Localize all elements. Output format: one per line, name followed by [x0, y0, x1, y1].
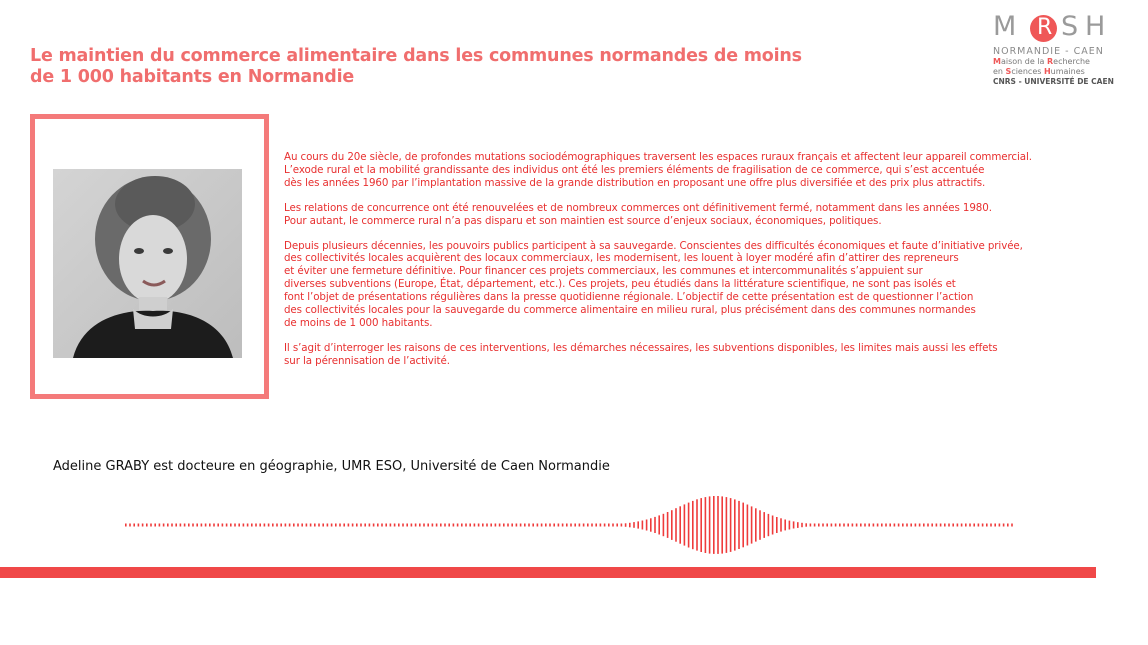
waveform-bar: [633, 522, 635, 528]
waveform-bar: [448, 524, 450, 527]
waveform-bar: [243, 524, 245, 527]
waveform-bar: [856, 524, 858, 527]
waveform-bar: [679, 506, 681, 543]
waveform-bar: [159, 524, 161, 527]
waveform-bar: [196, 524, 198, 527]
waveform-bar: [213, 524, 215, 527]
waveform-bar: [1007, 524, 1009, 527]
waveform-bar: [776, 517, 778, 533]
waveform-bar: [902, 524, 904, 527]
waveform-bar: [915, 524, 917, 527]
waveform-bar: [873, 524, 875, 527]
waveform-bar: [885, 524, 887, 527]
waveform-bar: [406, 524, 408, 527]
paragraph-3: [284, 240, 1104, 330]
waveform-bar: [982, 524, 984, 527]
waveform-bar: [789, 521, 791, 530]
waveform-bar: [478, 524, 480, 527]
waveform-bar: [524, 524, 526, 527]
waveform-bar: [860, 524, 862, 527]
waveform-bar: [591, 524, 593, 527]
logo-initial: M: [993, 57, 1001, 66]
waveform-bar: [499, 524, 501, 527]
logo-text: en: [993, 67, 1006, 76]
logo-line-2: [993, 57, 1113, 67]
logo-wordmark: [993, 12, 1113, 42]
waveform-bar: [843, 524, 845, 527]
waveform-bar: [700, 498, 702, 552]
waveform-bar: [910, 524, 912, 527]
waveform-bar: [793, 521, 795, 528]
waveform-bar: [390, 524, 392, 527]
waveform-bar: [621, 524, 623, 527]
waveform-bar: [356, 524, 358, 527]
waveform-bar: [805, 523, 807, 526]
waveform-bar: [150, 524, 152, 527]
portrait-frame: [30, 114, 269, 399]
title-line-2: de 1 000 habitants en Normandie: [30, 67, 355, 87]
text-line: Il s’agit d’interroger les raisons de ces interventions, les démarches nécessaires, les subventions disponibles, les limites mais aussi les effets: [284, 341, 998, 354]
text-line: des collectivités locales acquièrent des locaux commerciaux, les modernisent, les louent à loyer modéré afin d’attirer des repreneurs: [284, 252, 959, 265]
waveform-bar: [364, 524, 366, 527]
waveform-bar: [125, 524, 127, 527]
waveform-bar: [931, 524, 933, 527]
waveform-bar: [133, 524, 135, 527]
waveform-bar: [961, 524, 963, 527]
waveform-bar: [293, 524, 295, 527]
text-line: dès les années 1960 par l’implantation massive de la grande distribution en proposant une offre plus diversifiée et des prix plus attractifs.: [284, 176, 986, 189]
waveform-bar: [381, 524, 383, 527]
waveform-bar: [343, 524, 345, 527]
waveform-bar: [268, 524, 270, 527]
logo-letter-r: R: [1037, 15, 1055, 40]
waveform-bar: [667, 512, 669, 538]
waveform-bar: [923, 524, 925, 527]
waveform-bar: [482, 524, 484, 527]
waveform-bar: [717, 496, 719, 554]
bottom-accent-bar: [0, 567, 1096, 578]
waveform-bar: [868, 524, 870, 527]
waveform-bar: [919, 524, 921, 527]
waveform-bar: [222, 524, 224, 527]
waveform-bar: [616, 524, 618, 527]
waveform-bar: [255, 524, 257, 527]
waveform-bar: [709, 496, 711, 553]
waveform-bar: [978, 524, 980, 527]
waveform-bar: [663, 514, 665, 536]
waveform-bar: [549, 524, 551, 527]
waveform-bar: [604, 524, 606, 527]
waveform-bar: [217, 524, 219, 527]
waveform-bar: [205, 524, 207, 527]
waveform-bar: [839, 524, 841, 527]
waveform-bar: [738, 501, 740, 549]
waveform-bar: [264, 524, 266, 527]
logo-initial: R: [1046, 57, 1054, 66]
logo-text: aison de la: [1000, 57, 1047, 66]
waveform-bar: [688, 503, 690, 548]
waveform-bar: [696, 499, 698, 550]
text-line: des collectivités locales pour la sauvegarde du commerce alimentaire en milieu rural, plus précisément dans des communes normandes: [284, 304, 976, 317]
waveform-bar: [1003, 524, 1005, 527]
waveform-bar: [251, 524, 253, 527]
waveform-bar: [398, 524, 400, 527]
text-line: diverses subventions (Europe, État, département, etc.). Ces projets, peu étudiés dans la littérature scientifique, ne sont pas isolés et: [284, 278, 956, 291]
waveform-bar: [965, 524, 967, 527]
waveform-bar: [894, 524, 896, 527]
waveform-bar: [726, 497, 728, 553]
waveform-bar: [461, 524, 463, 527]
waveform-bar: [747, 505, 749, 546]
waveform-bar: [423, 524, 425, 527]
waveform-bar: [285, 524, 287, 527]
waveform-bar: [310, 524, 312, 527]
waveform-bar: [444, 524, 446, 527]
waveform-bar: [369, 524, 371, 527]
waveform-bar: [394, 524, 396, 527]
text-line: font l’objet de présentations régulières dans la presse quotidienne régionale. L’objectif de cette présentation est de questionner l’action: [284, 291, 974, 304]
waveform-bar: [465, 524, 467, 527]
waveform-bar: [562, 524, 564, 527]
waveform-bar: [642, 521, 644, 530]
waveform-bar: [146, 524, 148, 527]
waveform-bar: [402, 524, 404, 527]
waveform-bar: [784, 520, 786, 531]
waveform-bar: [818, 524, 820, 527]
waveform-bar: [129, 524, 131, 527]
waveform-bar: [835, 524, 837, 527]
waveform-bar: [780, 518, 782, 531]
portrait-photo: [53, 169, 242, 358]
waveform-bar: [503, 524, 505, 527]
waveform-bar: [650, 518, 652, 531]
logo-letter-m: M: [993, 11, 1019, 42]
waveform-bar: [801, 523, 803, 527]
waveform-bar: [772, 516, 774, 535]
waveform-bar: [306, 524, 308, 527]
waveform-bar: [553, 524, 555, 527]
waveform-bar: [348, 524, 350, 527]
text-line: sur la pérennisation de l’activité.: [284, 354, 450, 367]
page-title: [30, 46, 802, 88]
logo-letter-s: S: [1061, 11, 1081, 42]
waveform-bar: [142, 524, 144, 527]
waveform-bar: [927, 524, 929, 527]
waveform-bar: [532, 524, 534, 527]
waveform-bar: [574, 524, 576, 527]
waveform-bar: [373, 524, 375, 527]
waveform-bar: [289, 524, 291, 527]
waveform-bar: [331, 524, 333, 527]
paragraph-1: [284, 151, 1104, 190]
waveform-bar: [826, 524, 828, 527]
waveform-bar: [432, 524, 434, 527]
text-line: et éviter une fermeture définitive. Pour financer ces projets commerciaux, les communes et intercommunalités s’appuient sur: [284, 265, 923, 278]
waveform-bar: [537, 524, 539, 527]
waveform-bar: [952, 524, 954, 527]
waveform-bar: [138, 524, 140, 527]
text-line: Les relations de concurrence ont été renouvelées et de nombreux commerces ont définitivement fermé, notamment dans les années 1980.: [284, 201, 992, 214]
waveform-bar: [427, 524, 429, 527]
waveform-bar: [587, 524, 589, 527]
waveform-bar: [180, 524, 182, 527]
waveform-bar: [385, 524, 387, 527]
waveform-bar: [377, 524, 379, 527]
waveform-bar: [684, 504, 686, 545]
waveform-bar: [898, 524, 900, 527]
waveform-bar: [297, 524, 299, 527]
waveform-bar: [852, 524, 854, 527]
waveform-bar: [906, 524, 908, 527]
waveform-bar: [486, 524, 488, 527]
waveform-bar: [969, 524, 971, 527]
waveform-bar: [230, 524, 232, 527]
waveform-bar: [814, 524, 816, 527]
waveform-bar: [192, 524, 194, 527]
waveform-bar: [734, 499, 736, 550]
waveform-bar: [163, 524, 165, 527]
waveform-bar: [314, 524, 316, 527]
waveform-bar: [637, 521, 639, 528]
waveform-bar: [495, 524, 497, 527]
waveform-bar: [570, 524, 572, 527]
waveform-bar: [583, 524, 585, 527]
abstract-text: [284, 151, 1104, 380]
waveform-bar: [175, 524, 177, 527]
waveform-bar: [944, 524, 946, 527]
waveform-bar: [238, 524, 240, 527]
waveform-bar: [877, 524, 879, 527]
waveform-bar: [675, 508, 677, 542]
logo-subtitle: NORMANDIE - CAEN: [993, 46, 1104, 57]
waveform-bar: [490, 524, 492, 527]
waveform-bar: [440, 524, 442, 527]
waveform-bar: [889, 524, 891, 527]
logo-text: umaines: [1050, 67, 1085, 76]
waveform-bar: [511, 524, 513, 527]
waveform-bar: [721, 496, 723, 553]
waveform-bar: [339, 524, 341, 527]
title-line-1: Le maintien du commerce alimentaire dans les communes normandes de moins: [30, 46, 802, 66]
waveform-bar: [318, 524, 320, 527]
waveform-bar: [507, 524, 509, 527]
waveform-bar: [453, 524, 455, 527]
waveform-bar: [705, 497, 707, 553]
waveform-bar: [335, 524, 337, 527]
waveform-bar: [301, 524, 303, 527]
waveform-bar: [226, 524, 228, 527]
waveform-bar: [579, 524, 581, 527]
waveform-bar: [881, 524, 883, 527]
waveform-bar: [209, 524, 211, 527]
author-caption: Adeline GRABY est docteure en géographie, UMR ESO, Université de Caen Normandie: [53, 459, 610, 474]
waveform-bar: [654, 517, 656, 533]
waveform-bar: [360, 524, 362, 527]
waveform-bar: [629, 523, 631, 528]
waveform-bar: [759, 510, 761, 540]
paragraph-4: [284, 342, 1104, 368]
waveform-bar: [545, 524, 547, 527]
waveform-bar: [516, 524, 518, 527]
waveform-bar: [692, 501, 694, 549]
waveform-bar: [936, 524, 938, 527]
logo-text: echerche: [1053, 57, 1090, 66]
waveform-bar: [541, 524, 543, 527]
waveform-bar: [831, 524, 833, 527]
waveform-bar: [322, 524, 324, 527]
waveform-bar: [973, 524, 975, 527]
waveform-bar: [658, 515, 660, 534]
waveform-bar: [957, 524, 959, 527]
waveform-bar: [474, 524, 476, 527]
waveform-bar: [742, 503, 744, 548]
text-line: Depuis plusieurs décennies, les pouvoirs publics participent à sa sauvegarde. Conscientes des difficultés économiques et faute d’initiative privée,: [284, 239, 1023, 252]
waveform-bar: [469, 524, 471, 527]
waveform-bar: [167, 524, 169, 527]
logo-initial: S: [1005, 67, 1012, 76]
waveform-bar: [415, 524, 417, 527]
waveform-bar: [457, 524, 459, 527]
waveform-bar: [797, 522, 799, 528]
waveform-bar: [184, 524, 186, 527]
waveform-bar: [625, 523, 627, 527]
waveform-bar: [272, 524, 274, 527]
waveform-bar: [940, 524, 942, 527]
waveform-bar: [999, 524, 1001, 527]
waveform-bar: [822, 524, 824, 527]
waveform-bar: [755, 508, 757, 541]
waveform-bar: [990, 524, 992, 527]
waveform-bar: [171, 524, 173, 527]
logo-line-4: CNRS - UNIVERSITÉ DE CAEN: [993, 77, 1114, 86]
waveform-bar: [352, 524, 354, 527]
waveform-bar: [810, 524, 812, 527]
waveform-bar: [201, 524, 203, 527]
waveform-bar: [558, 524, 560, 527]
waveform-bar: [671, 510, 673, 540]
waveform-bar: [600, 524, 602, 527]
paragraph-2: [284, 202, 1104, 228]
waveform-bar: [188, 524, 190, 527]
waveform-bar: [419, 524, 421, 527]
waveform-bar: [612, 524, 614, 527]
waveform-bar: [247, 524, 249, 527]
waveform-bar: [730, 498, 732, 552]
mrsh-logo: [993, 12, 1113, 87]
waveform-bar: [1011, 524, 1013, 527]
waveform-bar: [646, 520, 648, 531]
waveform-bar: [994, 524, 996, 527]
audio-waveform-icon: [120, 490, 1020, 560]
waveform-bar: [847, 524, 849, 527]
waveform-bar: [608, 524, 610, 527]
portrait-image: [53, 169, 242, 358]
waveform-bar: [566, 524, 568, 527]
waveform-bar: [327, 524, 329, 527]
logo-text: ciences: [1011, 67, 1044, 76]
waveform-bar: [763, 512, 765, 538]
waveform-bar: [259, 524, 261, 527]
logo-letter-h: H: [1085, 11, 1108, 42]
waveform-bar: [520, 524, 522, 527]
logo-initial: H: [1043, 67, 1051, 76]
waveform-bar: [768, 514, 770, 536]
waveform-bar: [864, 524, 866, 527]
text-line: Pour autant, le commerce rural n’a pas disparu et son maintien est source d’enjeux sociaux, économiques, politiques.: [284, 214, 882, 227]
waveform-bar: [595, 524, 597, 527]
text-line: de moins de 1 000 habitants.: [284, 316, 433, 329]
text-line: Au cours du 20e siècle, de profondes mutations sociodémographiques traversent les espaces ruraux français et affectent leur appareil commercial.: [284, 151, 1032, 163]
waveform-bar: [411, 524, 413, 527]
text-line: L’exode rural et la mobilité grandissante des individus ont été les premiers éléments de fragilisation de ce commerce, qui s’est accentuée: [284, 163, 985, 176]
waveform-bar: [234, 524, 236, 527]
waveform-bar: [948, 524, 950, 527]
waveform-bar: [280, 524, 282, 527]
waveform-bar: [528, 524, 530, 527]
waveform-bar: [751, 506, 753, 543]
waveform-bar: [986, 524, 988, 527]
waveform-bar: [276, 524, 278, 527]
waveform-bar: [154, 524, 156, 527]
waveform-bar: [436, 524, 438, 527]
logo-line-3: [993, 67, 1113, 77]
waveform-bar: [713, 496, 715, 554]
